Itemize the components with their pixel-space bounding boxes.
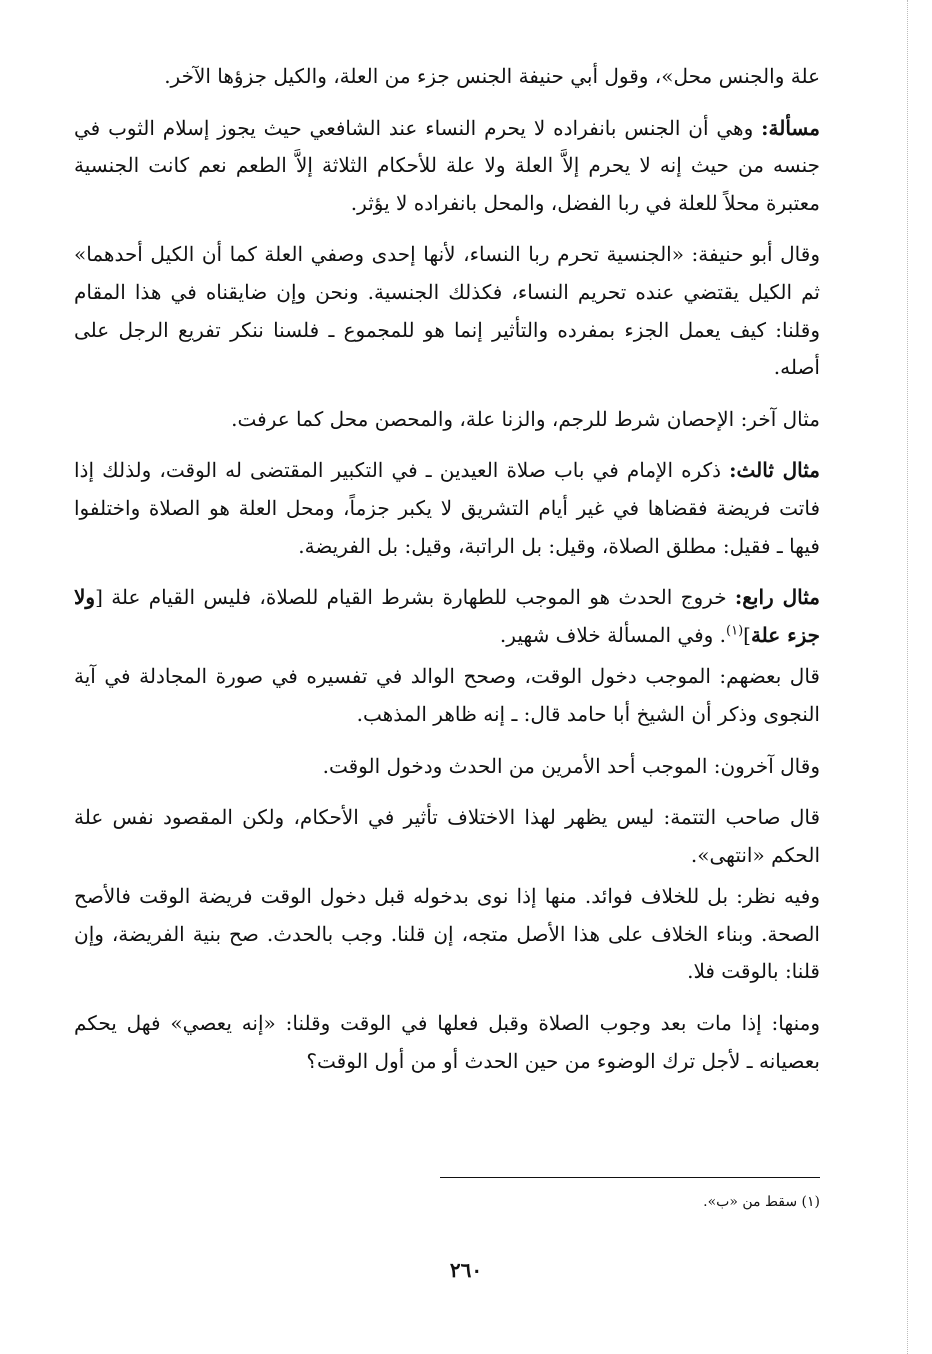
paragraph-9 — [74, 799, 820, 874]
paragraph-10-text: وفيه نظر: بل للخلاف فوائد. منها إذا نوى بدخوله قبل دخول الوقت فريضة الوقت فالأصح الصحة. وبناء الخلاف على هذا الأصل متجه، إن قلنا. وجب بالحدث. صح بنية الفريضة، وإن قلنا: بالوقت فلا. — [74, 884, 820, 984]
footnote-ref: (١) — [726, 623, 744, 639]
paragraph-6-text: خروج الحدث هو الموجب للطهارة بشرط القيام للصلاة، فليس القيام علة [ — [95, 585, 735, 610]
footnote-divider — [440, 1177, 820, 1178]
paragraph-5-lead: مثال ثالث: — [729, 458, 820, 483]
paragraph-11 — [74, 1005, 820, 1080]
paragraph-7-text: قال بعضهم: الموجب دخول الوقت، وصحح الوالد في تفسيره في صورة المجادلة في آية النجوى وذكر أن الشيخ أبا حامد قال: ـ إنه ظاهر المذهب. — [74, 664, 820, 726]
paragraph-6-bracketed: ولا جزء علة — [74, 585, 820, 647]
paragraph-9-text: قال صاحب التتمة: ليس يظهر لهذا الاختلاف تأثير في الأحكام، ولكن المقصود نفس علة الحكم «انتهى». — [74, 805, 820, 867]
paragraph-8 — [74, 748, 820, 786]
scan-edge-line — [907, 0, 908, 1354]
paragraph-6-bracket-close: ] — [743, 622, 751, 647]
paragraph-6-tail: . وفي المسألة خلاف شهير. — [499, 622, 726, 647]
paragraph-4-text: مثال آخر: الإحصان شرط للرجم، والزنا علة، والمحصن محل كما عرفت. — [231, 406, 820, 431]
paragraph-2 — [74, 110, 820, 223]
paragraph-4 — [74, 401, 820, 439]
paragraph-6 — [74, 579, 820, 654]
paragraph-2-text: وهي أن الجنس بانفراده لا يحرم النساء عند الشافعي حيث يجوز إسلام الثوب في جنسه من حيث إنه لا يحرم إلاَّ العلة ولا علة للأحكام الثلاثة إلاَّ الطعم نعم كانت الجنسية معتبرة محلاً للعلة في ربا الفضل، والمحل بانفراده لا يؤثر. — [74, 115, 820, 215]
page-body — [74, 58, 820, 1094]
paragraph-3 — [74, 236, 820, 386]
paragraph-10 — [74, 878, 820, 991]
paragraph-7 — [74, 658, 820, 733]
paragraph-5-text: ذكره الإمام في باب صلاة العيدين ـ في التكبير المقتضى له الوقت، ولذلك إذا فاتت فريضة فقضاها في غير أيام التشريق لا يكبر جزماً، ومحل العلة هو الصلاة واختلفوا فيها ـ فقيل: مطلق الصلاة، وقيل: بل الراتبة، وقيل: بل الفريضة. — [74, 458, 821, 558]
page-number: ٢٦٠ — [449, 1258, 483, 1282]
paragraph-11-text: ومنها: إذا مات بعد وجوب الصلاة وقبل فعلها في الوقت وقلنا: «إنه يعصي» فهل يحكم بعصيانه ـ لأجل ترك الوضوء من حين الحدث أو من أول الوقت؟ — [74, 1011, 820, 1073]
paragraph-2-lead: مسألة: — [761, 115, 820, 140]
paragraph-6-lead: مثال رابع: — [734, 585, 820, 610]
footnote: (١) سقط من «ب». — [703, 1194, 820, 1210]
paragraph-1-text: علة والجنس محل»، وقول أبي حنيفة الجنس جزء من العلة، والكيل جزؤها الآخر. — [164, 64, 820, 88]
paragraph-8-text: وقال آخرون: الموجب أحد الأمرين من الحدث ودخول الوقت. — [322, 753, 820, 778]
paragraph-1 — [74, 58, 820, 96]
paragraph-3-text: وقال أبو حنيفة: «الجنسية تحرم ربا النساء، لأنها إحدى وصفي العلة كما أن الكيل أحدهما» ثم الكيل يقتضي عنده تحريم النساء، فكذلك الجنسية. ونحن وإن ضايقناه في هذا المقام وقلنا: كيف يعمل الجزء بمفرده والتأثير إنما هو للمجموع ـ فلسنا ننكر تفريع الرجل على أصله. — [74, 242, 820, 380]
paragraph-5 — [74, 452, 820, 565]
